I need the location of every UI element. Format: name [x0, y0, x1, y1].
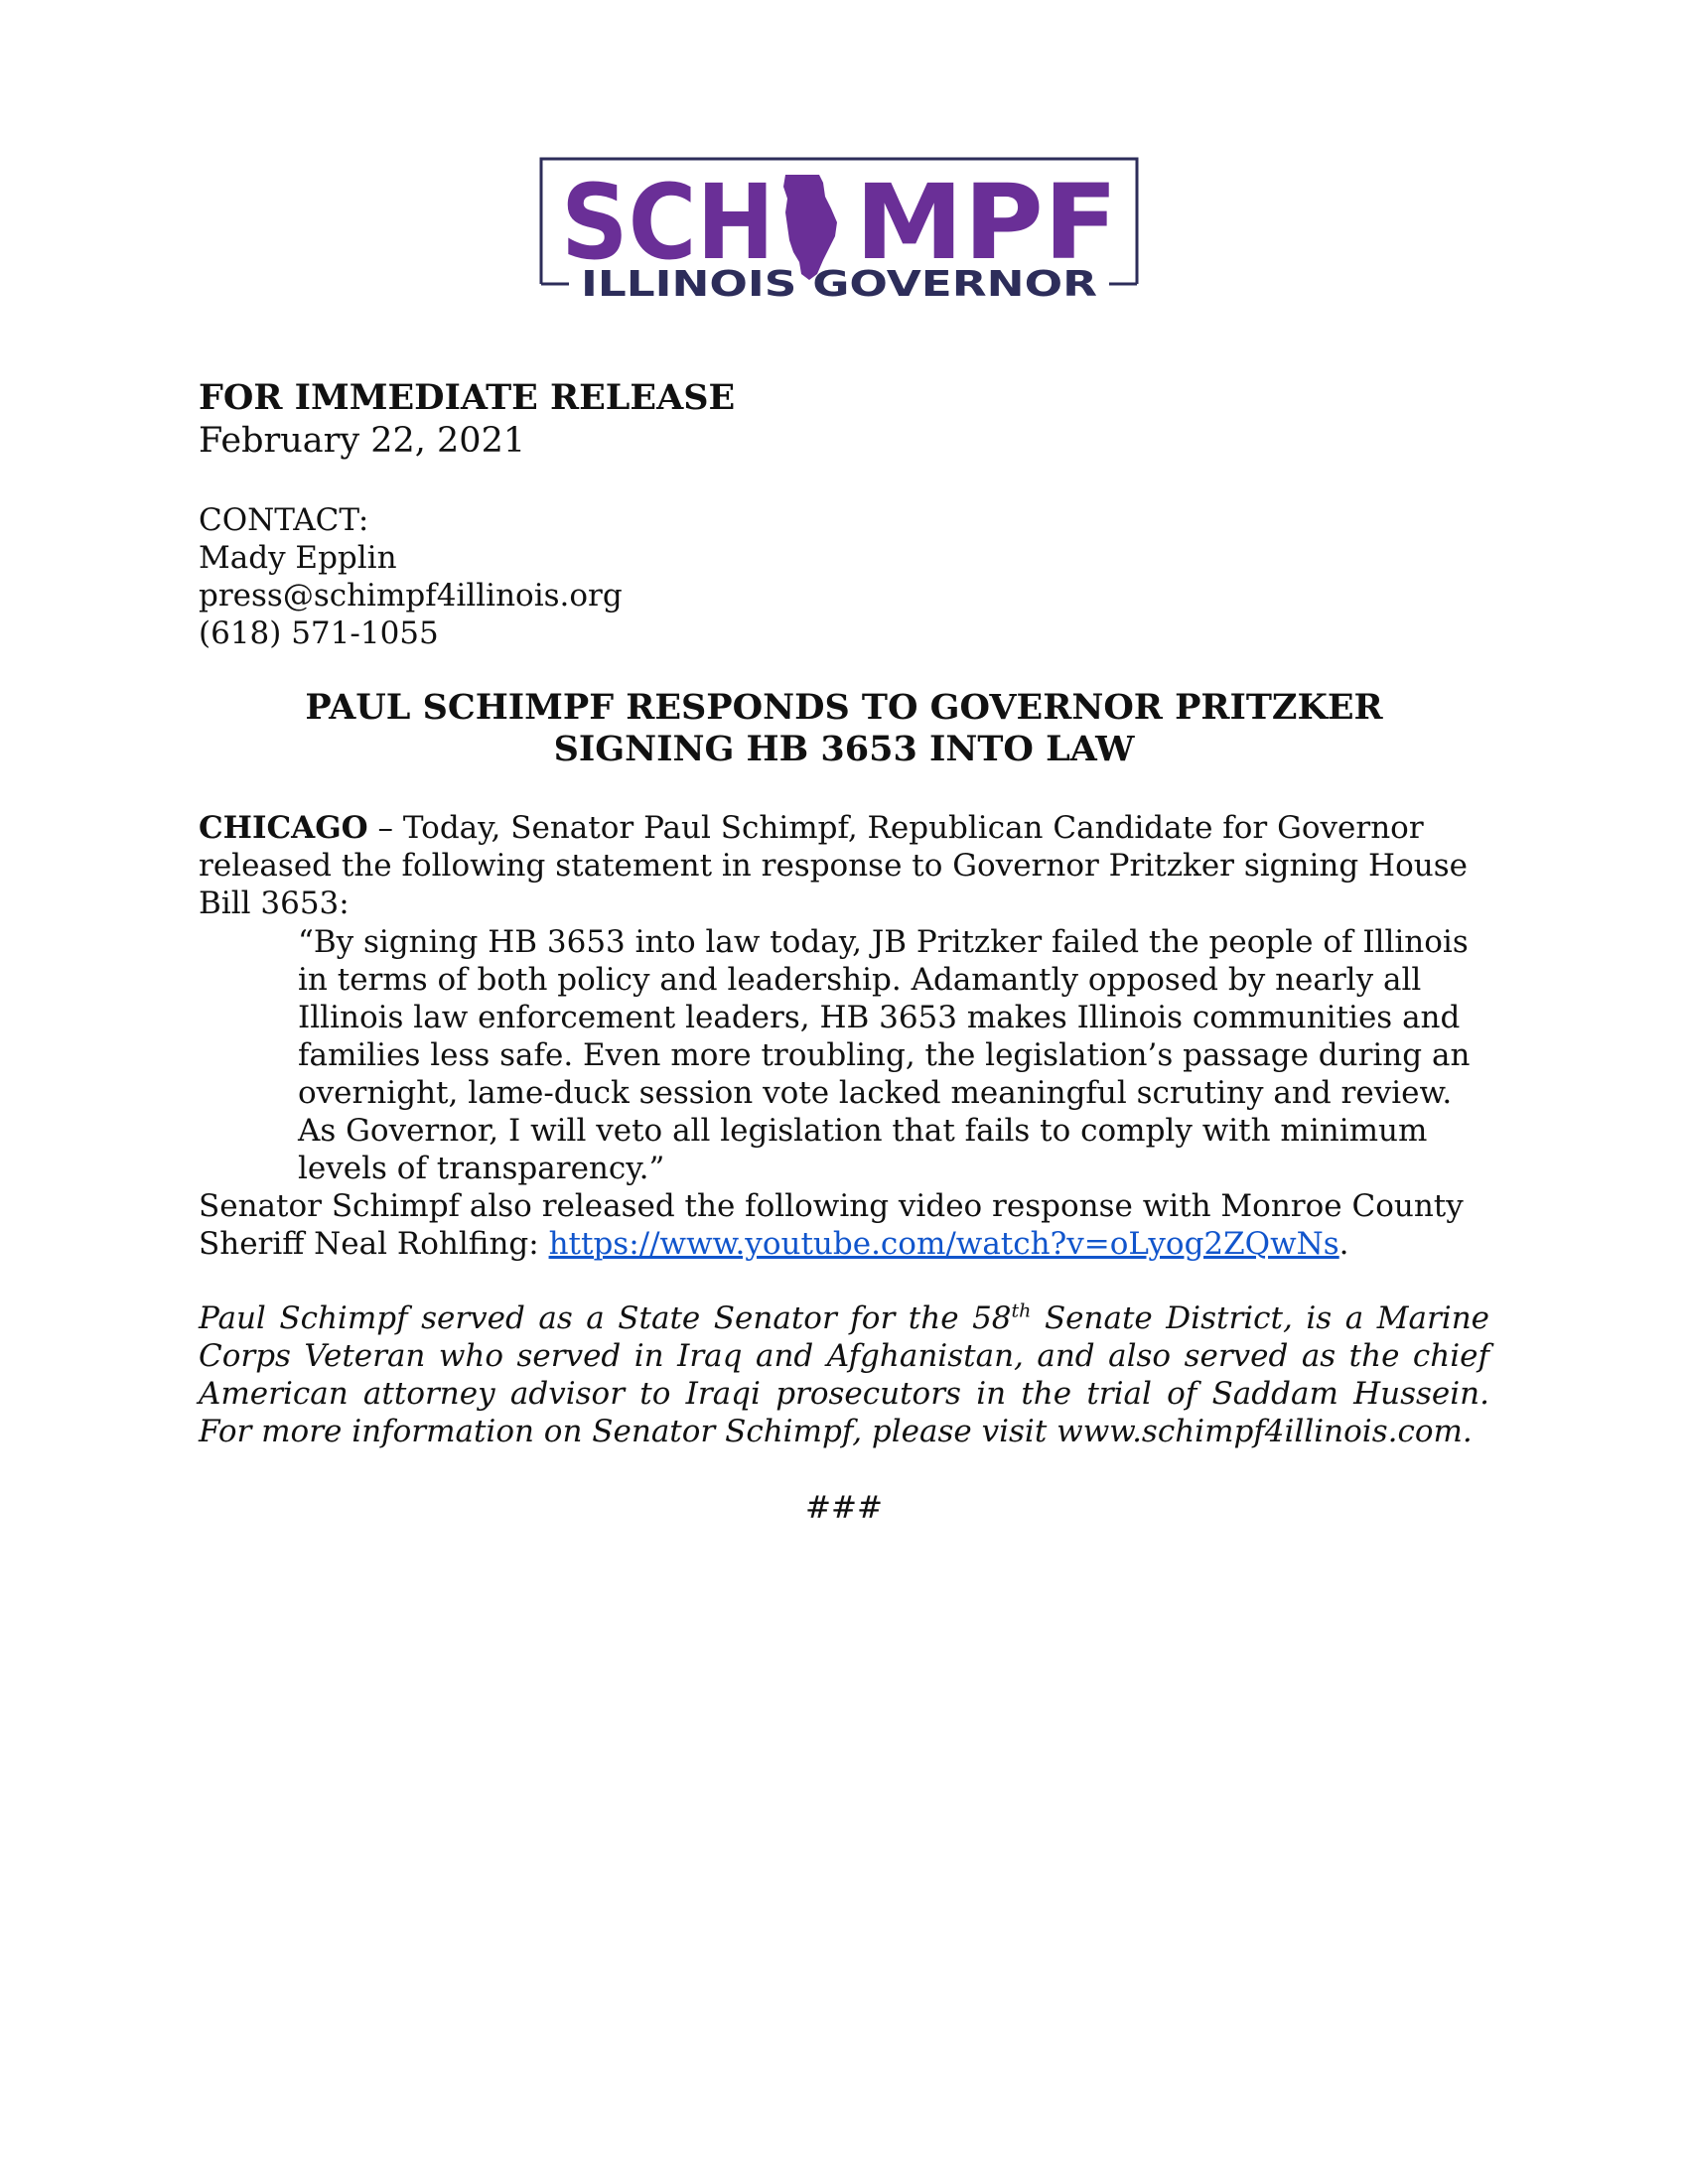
logo-name-end: MPF: [855, 162, 1118, 283]
release-header: [199, 375, 1489, 463]
contact-phone: (618) 571-1055: [199, 615, 439, 651]
release-title: FOR IMMEDIATE RELEASE: [199, 377, 736, 418]
logo-subtitle: ILLINOIS GOVERNOR: [581, 264, 1097, 305]
headline: [199, 687, 1489, 770]
bio-superscript: th: [1011, 1299, 1032, 1322]
headline-line-1: PAUL SCHIMPF RESPONDS TO GOVERNOR PRITZKER: [305, 687, 1383, 728]
lead-paragraph: [199, 809, 1489, 922]
video-link[interactable]: https://www.youtube.com/watch?v=oLyog2ZQwNs: [548, 1226, 1339, 1262]
video-end: .: [1338, 1226, 1349, 1262]
bio-text-start: Paul Schimpf served as a State Senator for the 58: [199, 1300, 1012, 1336]
release-date: February 22, 2021: [199, 421, 526, 461]
logo-name-start: SCH: [561, 162, 774, 283]
contact-name: Mady Epplin: [199, 540, 397, 576]
lead-text: – Today, Senator Paul Schimpf, Republican Candidate for Governor released the following statement in response to Governor Pritzker signing House Bill 3653:: [199, 810, 1468, 921]
headline-line-2: SIGNING HB 3653 INTO LAW: [553, 729, 1135, 769]
contact-email: press@schimpf4illinois.org: [199, 578, 623, 614]
contact-block: [199, 501, 1489, 652]
campaign-logo: [539, 157, 1139, 306]
bio-text-end: Senate District, is a Marine Corps Veteran who served in Iraq and Afghanistan, and also served as the chief American attorney advisor to Iraqi prosecutors in the trial of Saddam Hussein. For more information on Senator Schimpf, please visit www.schimpf4illinois.com.: [199, 1300, 1490, 1449]
statement-quote: “By signing HB 3653 into law today, JB Pritzker failed the people of Illinois in terms of both policy and leadership. Adamantly opposed by nearly all Illinois law enforcement leaders, HB 3653 makes Illinois communities and families less safe. Even more troubling, the legislation’s passage during an overnight, lame-duck session vote lacked meaningful scrutiny and review. As Governor, I will veto all legislation that fails to comply with minimum levels of transparency.”: [298, 924, 1471, 1186]
video-text: Senator Schimpf also released the following video response with Monroe County Sheriff Neal Rohlfing:: [199, 1188, 1464, 1262]
video-paragraph: [199, 1187, 1489, 1263]
bio-paragraph: [199, 1299, 1489, 1450]
contact-label: CONTACT:: [199, 502, 369, 538]
dateline: CHICAGO: [199, 810, 368, 846]
end-marker: ###: [805, 1490, 883, 1526]
